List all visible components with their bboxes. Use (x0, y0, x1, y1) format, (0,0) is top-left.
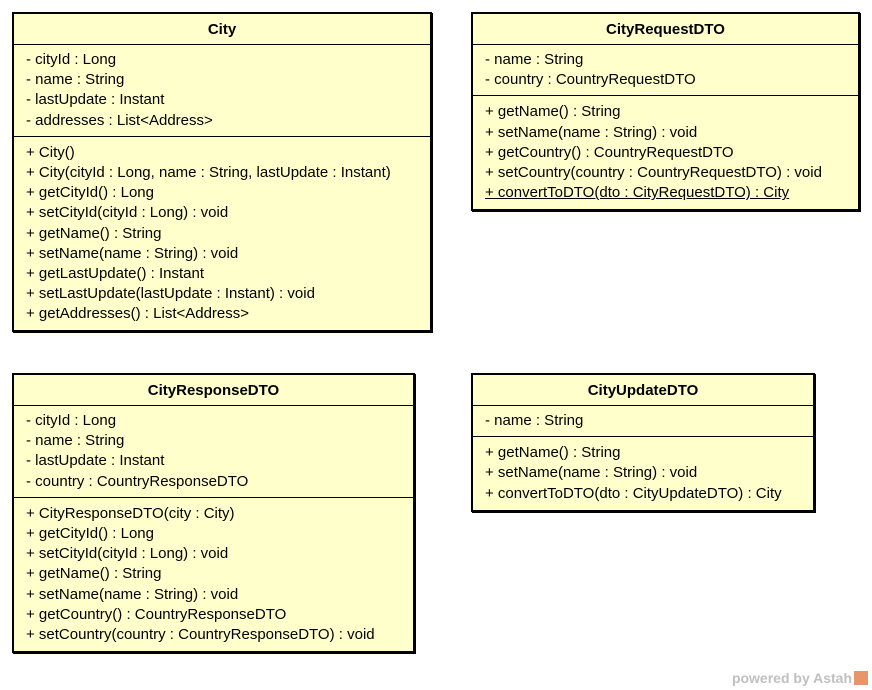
attribute: - country : CountryResponseDTO (26, 472, 249, 490)
watermark-text: powered by Astah (731, 670, 852, 686)
class-title: CityUpdateDTO (473, 375, 813, 406)
attribute: - addresses : List<Address> (26, 111, 213, 129)
class-city[interactable] (12, 12, 432, 332)
attributes-section (473, 406, 813, 436)
operations-section (14, 497, 413, 650)
static-operation: + convertToDTO(dto : CityRequestDTO) : City (485, 184, 790, 202)
operation: + setCityId(cityId : Long) : void (26, 545, 229, 563)
attribute: - name : String (26, 432, 125, 450)
operation: + CityResponseDTO(city : City) (26, 504, 235, 522)
operation: + setName(name : String) : void (26, 585, 239, 603)
operation: + setName(name : String) : void (485, 464, 698, 482)
operation: + getName() : String (26, 224, 162, 242)
attribute: - cityId : Long (26, 51, 117, 68)
astah-logo-icon (854, 671, 868, 685)
operation: + getLastUpdate() : Instant (26, 265, 205, 283)
operations-section (14, 136, 430, 330)
attribute: - name : String (485, 51, 584, 68)
operation: + setCountry(country : CountryRequestDTO) : void (485, 164, 822, 182)
attributes-section (14, 406, 413, 497)
operation: + getCountry() : CountryRequestDTO (485, 143, 734, 161)
operation: + getName() : String (26, 565, 162, 583)
operations-section (473, 436, 813, 509)
attribute: - name : String (26, 71, 125, 89)
attributes-section (473, 45, 858, 95)
operation: + getName() : String (485, 103, 621, 121)
class-title: CityResponseDTO (14, 375, 413, 406)
operation: + setLastUpdate(lastUpdate : Instant) : void (26, 285, 315, 303)
attribute: - lastUpdate : Instant (26, 452, 165, 470)
attribute: - cityId : Long (26, 412, 117, 429)
operation: + setName(name : String) : void (485, 123, 698, 141)
class-city-response-dto[interactable] (12, 373, 415, 653)
attribute: - lastUpdate : Instant (26, 91, 165, 109)
operation: + City() (26, 143, 75, 161)
astah-watermark (732, 670, 868, 686)
class-city-request-dto[interactable] (471, 12, 860, 211)
operation: + getCityId() : Long (26, 184, 154, 202)
attribute: - country : CountryRequestDTO (485, 71, 696, 89)
class-title: City (14, 14, 430, 45)
operation: + setCountry(country : CountryResponseDTO) : void (26, 626, 375, 644)
operations-section (473, 95, 858, 208)
operation: + convertToDTO(dto : CityUpdateDTO) : City (485, 484, 782, 502)
class-title: CityRequestDTO (473, 14, 858, 45)
operation: + getAddresses() : List<Address> (26, 305, 250, 323)
operation: + City(cityId : Long, name : String, lastUpdate : Instant) (26, 164, 391, 182)
operation: + getCityId() : Long (26, 525, 154, 543)
operation: + setName(name : String) : void (26, 244, 239, 262)
attribute: - name : String (485, 412, 584, 429)
operation: + setCityId(cityId : Long) : void (26, 204, 229, 222)
class-city-update-dto[interactable] (471, 373, 815, 512)
operation: + getName() : String (485, 444, 621, 462)
attributes-section (14, 45, 430, 136)
operation: + getCountry() : CountryResponseDTO (26, 605, 287, 623)
